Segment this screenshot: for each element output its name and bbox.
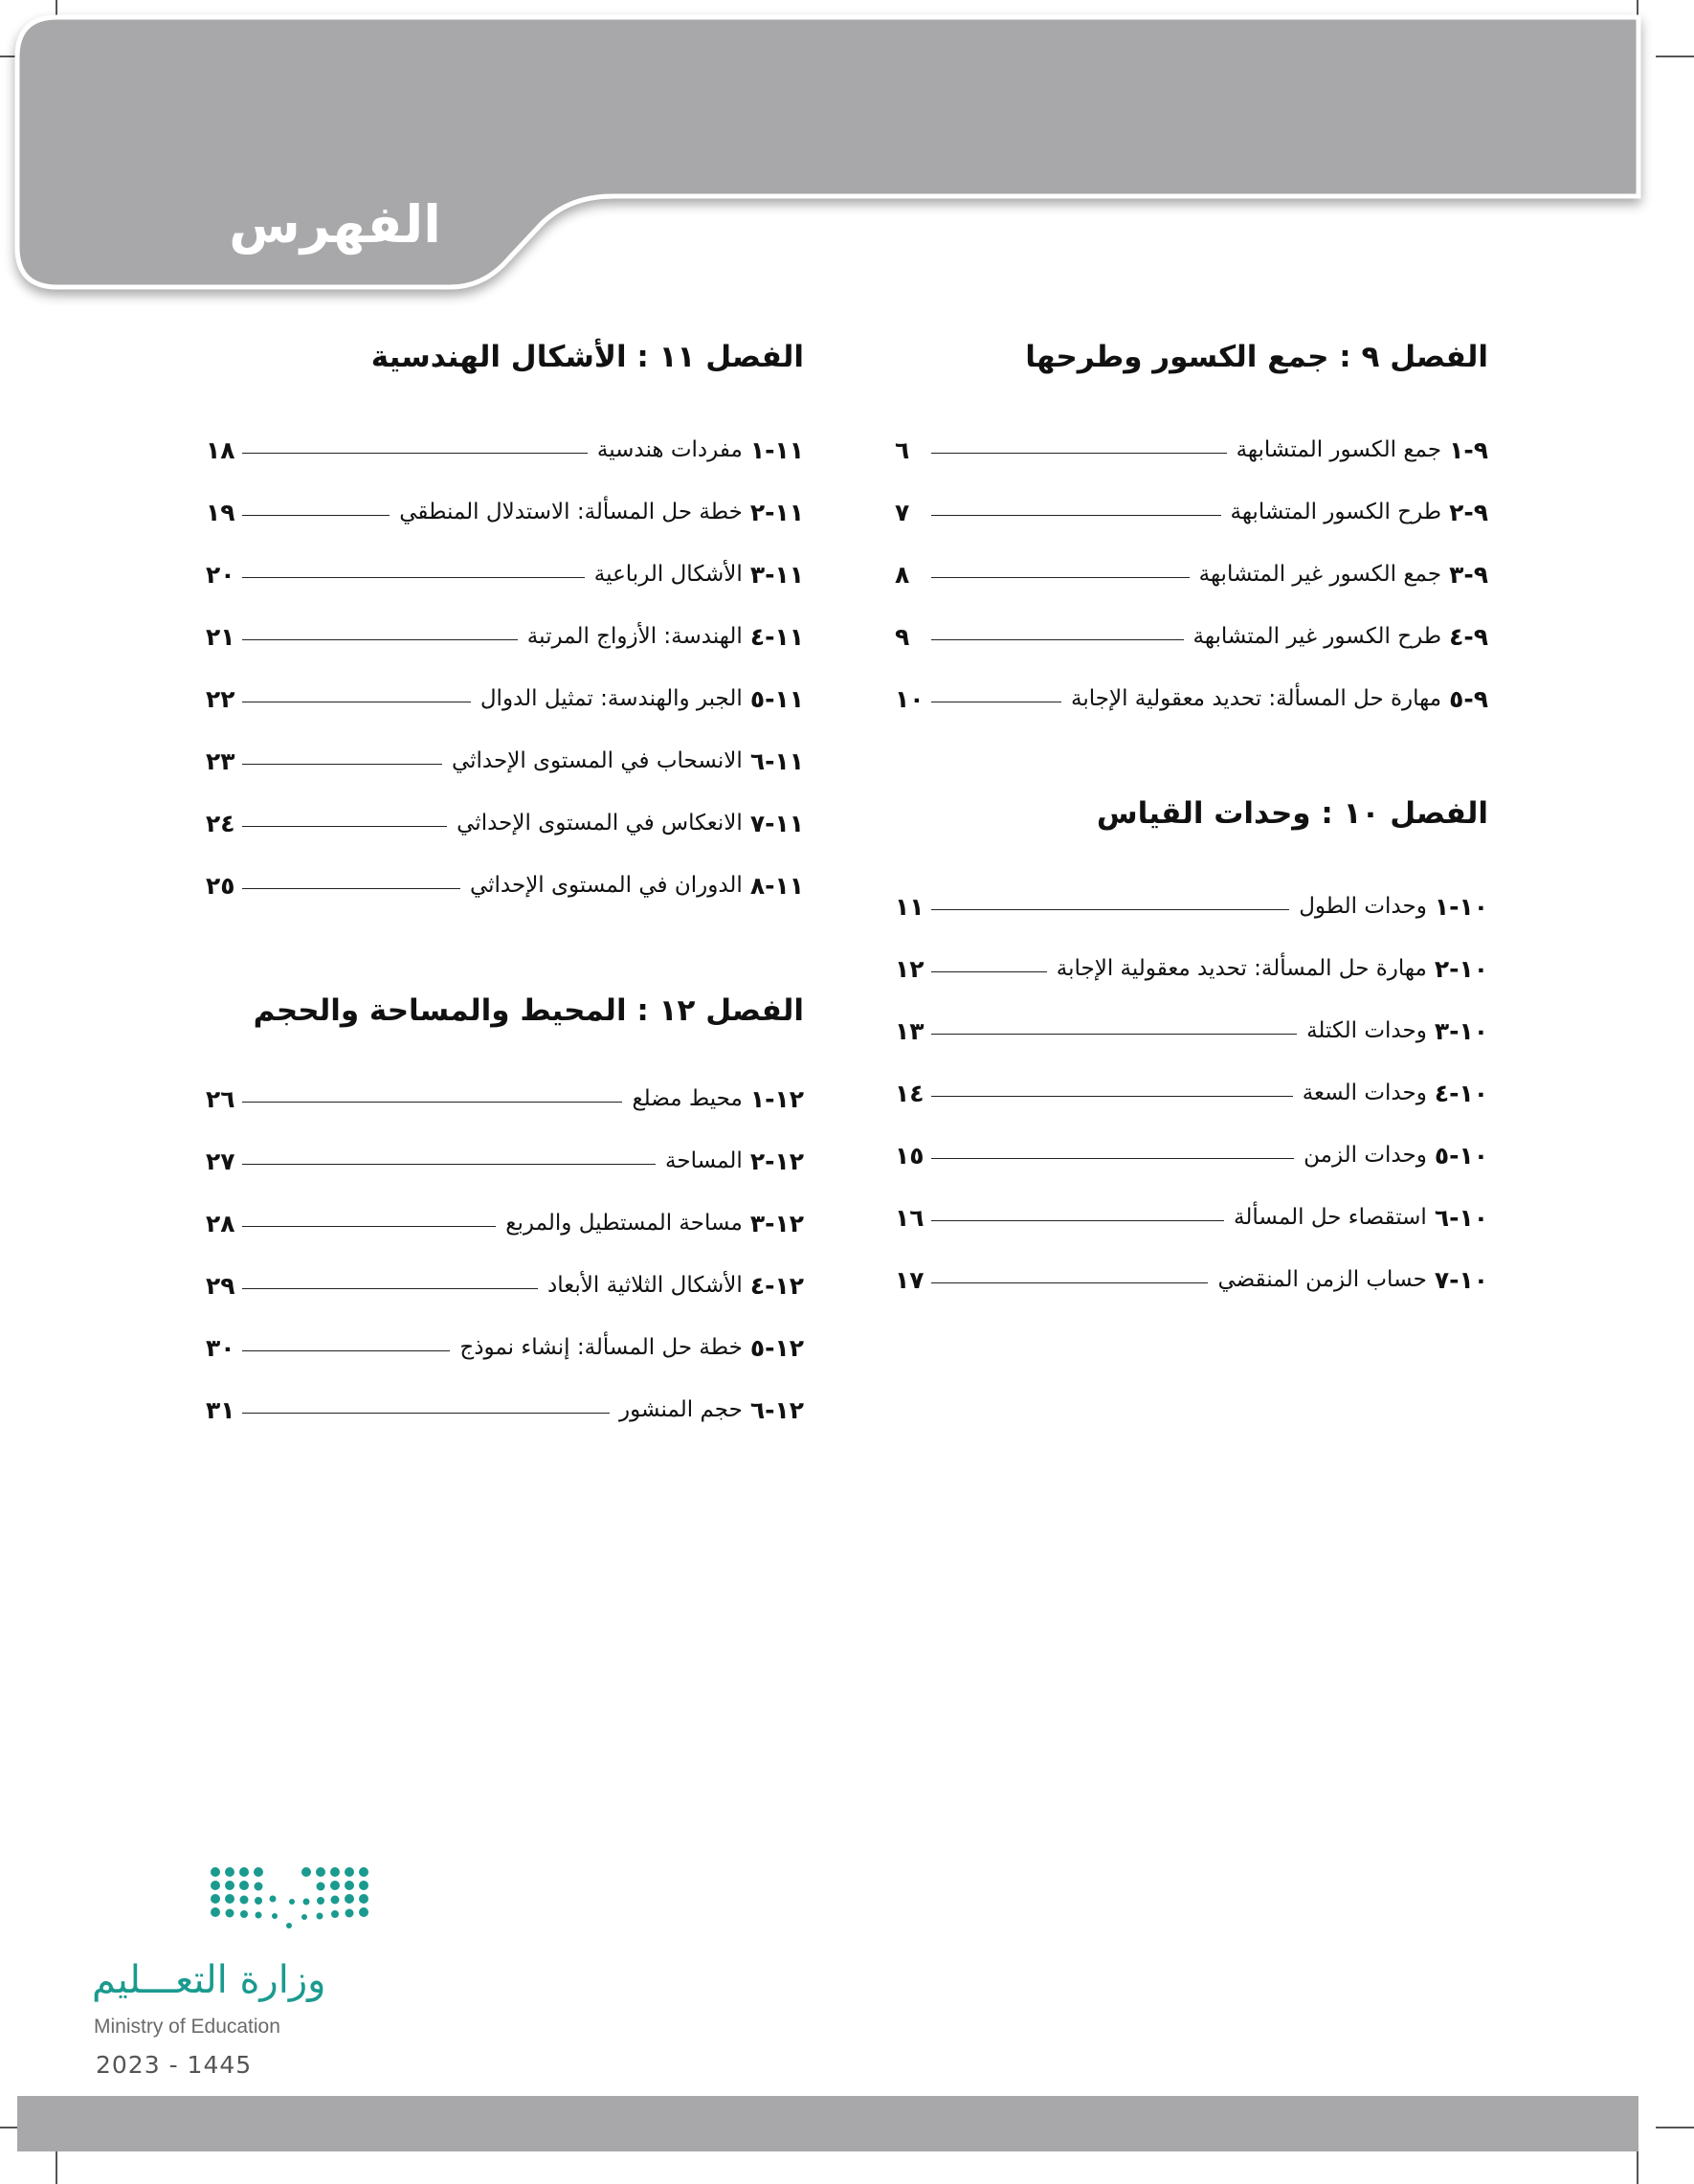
toc-row[interactable] [206, 804, 804, 842]
item-number: ١١-٥ [749, 684, 804, 713]
item-label: استقصاء حل المسألة [1233, 1205, 1427, 1230]
chapter-heading: الفصل ١١ : الأشكال الهندسية [370, 340, 804, 374]
toc-row[interactable] [895, 680, 1488, 718]
toc-row[interactable] [895, 431, 1488, 469]
item-number: ١٢-١ [749, 1084, 804, 1113]
page-number: ١٦ [895, 1203, 925, 1232]
toc-row[interactable] [206, 555, 804, 593]
chapter-11 [206, 340, 804, 914]
item-label: جمع الكسور غير المتشابهة [1198, 562, 1442, 587]
page-number: ١٣ [895, 1016, 925, 1045]
page-number: ١٥ [895, 1141, 925, 1170]
crop-mark [56, 2146, 57, 2184]
item-label: حساب الزمن المنقضي [1217, 1267, 1427, 1292]
item-number: ١٠-٣ [1434, 1016, 1488, 1045]
item-number: ١٠-١ [1434, 892, 1488, 921]
leader-line [242, 1226, 496, 1227]
page-number: ٢٤ [206, 809, 235, 837]
leader-line [931, 971, 1047, 972]
ministry-name-arabic: وزارة التعـــليم [92, 1958, 326, 2002]
item-number: ١١-٣ [749, 560, 804, 589]
footer-band [17, 2096, 1638, 2151]
page-number: ٧ [895, 498, 910, 526]
leader-line [931, 909, 1289, 910]
item-number: ١٢-٢ [749, 1147, 804, 1175]
item-label: الجبر والهندسة: تمثيل الدوال [479, 686, 743, 711]
item-label: خطة حل المسألة: إنشاء نموذج [459, 1335, 743, 1360]
item-label: خطة حل المسألة: الاستدلال المنطقي [399, 500, 743, 524]
item-number: ١١-٤ [749, 622, 804, 651]
page-number: ١٤ [895, 1079, 925, 1107]
toc-row[interactable] [206, 1142, 804, 1180]
leader-line [931, 515, 1221, 516]
leader-line [931, 639, 1184, 640]
toc-row[interactable] [895, 555, 1488, 593]
toc-row[interactable] [895, 1198, 1488, 1237]
item-number: ٩-٤ [1449, 622, 1488, 651]
item-number: ١٠-٧ [1434, 1265, 1488, 1294]
toc-row[interactable] [206, 493, 804, 531]
page-number: ٢٥ [206, 871, 235, 900]
leader-line [242, 515, 390, 516]
page-number: ٢٠ [206, 560, 235, 589]
chapter-12 [206, 993, 804, 1453]
item-number: ٩-٣ [1449, 560, 1488, 589]
item-label: الأشكال الرباعية [593, 562, 743, 587]
item-label: المساحة [665, 1148, 743, 1173]
leader-line [931, 453, 1227, 454]
toc-row[interactable] [206, 1266, 804, 1304]
chapter-10 [895, 796, 1488, 1313]
item-label: الانعكاس في المستوى الإحداثي [457, 811, 743, 836]
toc-row[interactable] [895, 1074, 1488, 1112]
item-label: حجم المنشور [618, 1397, 743, 1422]
item-number: ١١-٨ [749, 871, 804, 900]
item-number: ١٠-٢ [1434, 954, 1488, 983]
page-number: ٩ [895, 622, 910, 651]
item-number: ١٠-٦ [1434, 1203, 1488, 1232]
item-number: ١١-٢ [749, 498, 804, 526]
leader-line [242, 577, 585, 578]
item-label: وحدات الكتلة [1306, 1018, 1427, 1043]
chapter-heading: الفصل ٩ : جمع الكسور وطرحها [1025, 340, 1488, 374]
toc-row[interactable] [206, 742, 804, 780]
page-title: الفهرس [229, 194, 441, 255]
item-label: مهارة حل المسألة: تحديد معقولية الإجابة [1071, 686, 1442, 711]
item-label: طرح الكسور غير المتشابهة [1192, 624, 1442, 649]
item-label: مساحة المستطيل والمربع [505, 1211, 743, 1236]
leader-line [242, 1413, 610, 1414]
leader-line [242, 764, 442, 765]
page-number: ٢٣ [206, 747, 235, 775]
page-number: ٢٦ [206, 1084, 235, 1113]
item-label: جمع الكسور المتشابهة [1236, 437, 1442, 462]
crop-mark [1656, 2127, 1694, 2128]
item-number: ١١-١ [749, 435, 804, 464]
page-number: ١٠ [895, 684, 925, 713]
item-number: ١٢-٦ [749, 1395, 804, 1424]
leader-line [242, 1164, 656, 1165]
toc-row[interactable] [206, 617, 804, 656]
item-label: الانسحاب في المستوى الإحداثي [451, 748, 743, 773]
page-number: ٢٧ [206, 1147, 235, 1175]
header-band [0, 0, 1694, 306]
crop-mark [1637, 2146, 1638, 2184]
page-number: ١٧ [895, 1265, 925, 1294]
leader-line [242, 888, 460, 889]
item-number: ١٢-٥ [749, 1333, 804, 1362]
item-label: وحدات الطول [1299, 894, 1427, 919]
toc-row[interactable] [206, 1391, 804, 1429]
item-number: ١٠-٤ [1434, 1079, 1488, 1107]
leader-line [931, 1220, 1224, 1221]
toc-row[interactable] [895, 949, 1488, 988]
item-label: الهندسة: الأزواج المرتبة [526, 624, 743, 649]
page-number: ١١ [895, 892, 925, 921]
page-number: ٦ [895, 435, 910, 464]
item-label: الأشكال الثلاثية الأبعاد [547, 1273, 743, 1298]
leader-line [242, 1288, 538, 1289]
page-number: ٣١ [206, 1395, 235, 1424]
item-number: ١١-٧ [749, 809, 804, 837]
page-number: ٨ [895, 560, 910, 589]
chapter-9 [895, 340, 1488, 742]
item-label: وحدات الزمن [1304, 1143, 1427, 1168]
item-number: ١٢-٤ [749, 1271, 804, 1300]
page-number: ٢٨ [206, 1209, 235, 1237]
toc-row[interactable] [895, 617, 1488, 656]
item-number: ٩-٥ [1449, 684, 1488, 713]
item-label: وحدات السعة [1302, 1081, 1427, 1105]
item-number: ٩-٢ [1449, 498, 1488, 526]
toc-row[interactable] [895, 1260, 1488, 1299]
page-number: ١٩ [206, 498, 235, 526]
leader-line [931, 1158, 1294, 1159]
item-number: ١٢-٣ [749, 1209, 804, 1237]
leader-line [242, 1102, 622, 1103]
page-number: ١٢ [895, 954, 925, 983]
item-number: ٩-١ [1449, 435, 1488, 464]
toc-row[interactable] [206, 680, 804, 718]
chapter-heading: الفصل ١٢ : المحيط والمساحة والحجم [253, 993, 804, 1028]
item-label: طرح الكسور المتشابهة [1230, 500, 1442, 524]
toc-row[interactable] [895, 887, 1488, 925]
item-number: ١٠-٥ [1434, 1141, 1488, 1170]
leader-line [931, 1096, 1293, 1097]
toc-row[interactable] [206, 1204, 804, 1242]
toc-row[interactable] [206, 431, 804, 469]
ministry-name-english: Ministry of Education [94, 2016, 280, 2038]
edition-year: 2023 - 1445 [96, 2051, 253, 2079]
leader-line [931, 1034, 1297, 1035]
chapter-heading: الفصل ١٠ : وحدات القياس [1096, 796, 1488, 831]
item-label: مفردات هندسية [596, 437, 743, 462]
toc-row[interactable] [206, 1080, 804, 1118]
leader-line [242, 639, 518, 640]
toc-row[interactable] [895, 1012, 1488, 1050]
toc-row[interactable] [895, 1136, 1488, 1174]
toc-row[interactable] [206, 1328, 804, 1367]
item-number: ١١-٦ [749, 747, 804, 775]
page-number: ٣٠ [206, 1333, 235, 1362]
toc-row[interactable] [895, 493, 1488, 531]
leader-line [242, 453, 588, 454]
page-number: ٢٢ [206, 684, 235, 713]
leader-line [242, 1350, 450, 1351]
page-number: ١٨ [206, 435, 235, 464]
page-number: ٢٩ [206, 1271, 235, 1300]
leader-line [242, 826, 447, 827]
leader-line [931, 577, 1190, 578]
leader-line [931, 1282, 1208, 1283]
toc-row[interactable] [206, 866, 804, 904]
page-number: ٢١ [206, 622, 235, 651]
item-label: مهارة حل المسألة: تحديد معقولية الإجابة [1056, 956, 1427, 981]
item-label: الدوران في المستوى الإحداثي [469, 873, 743, 898]
item-label: محيط مضلع [632, 1086, 743, 1111]
